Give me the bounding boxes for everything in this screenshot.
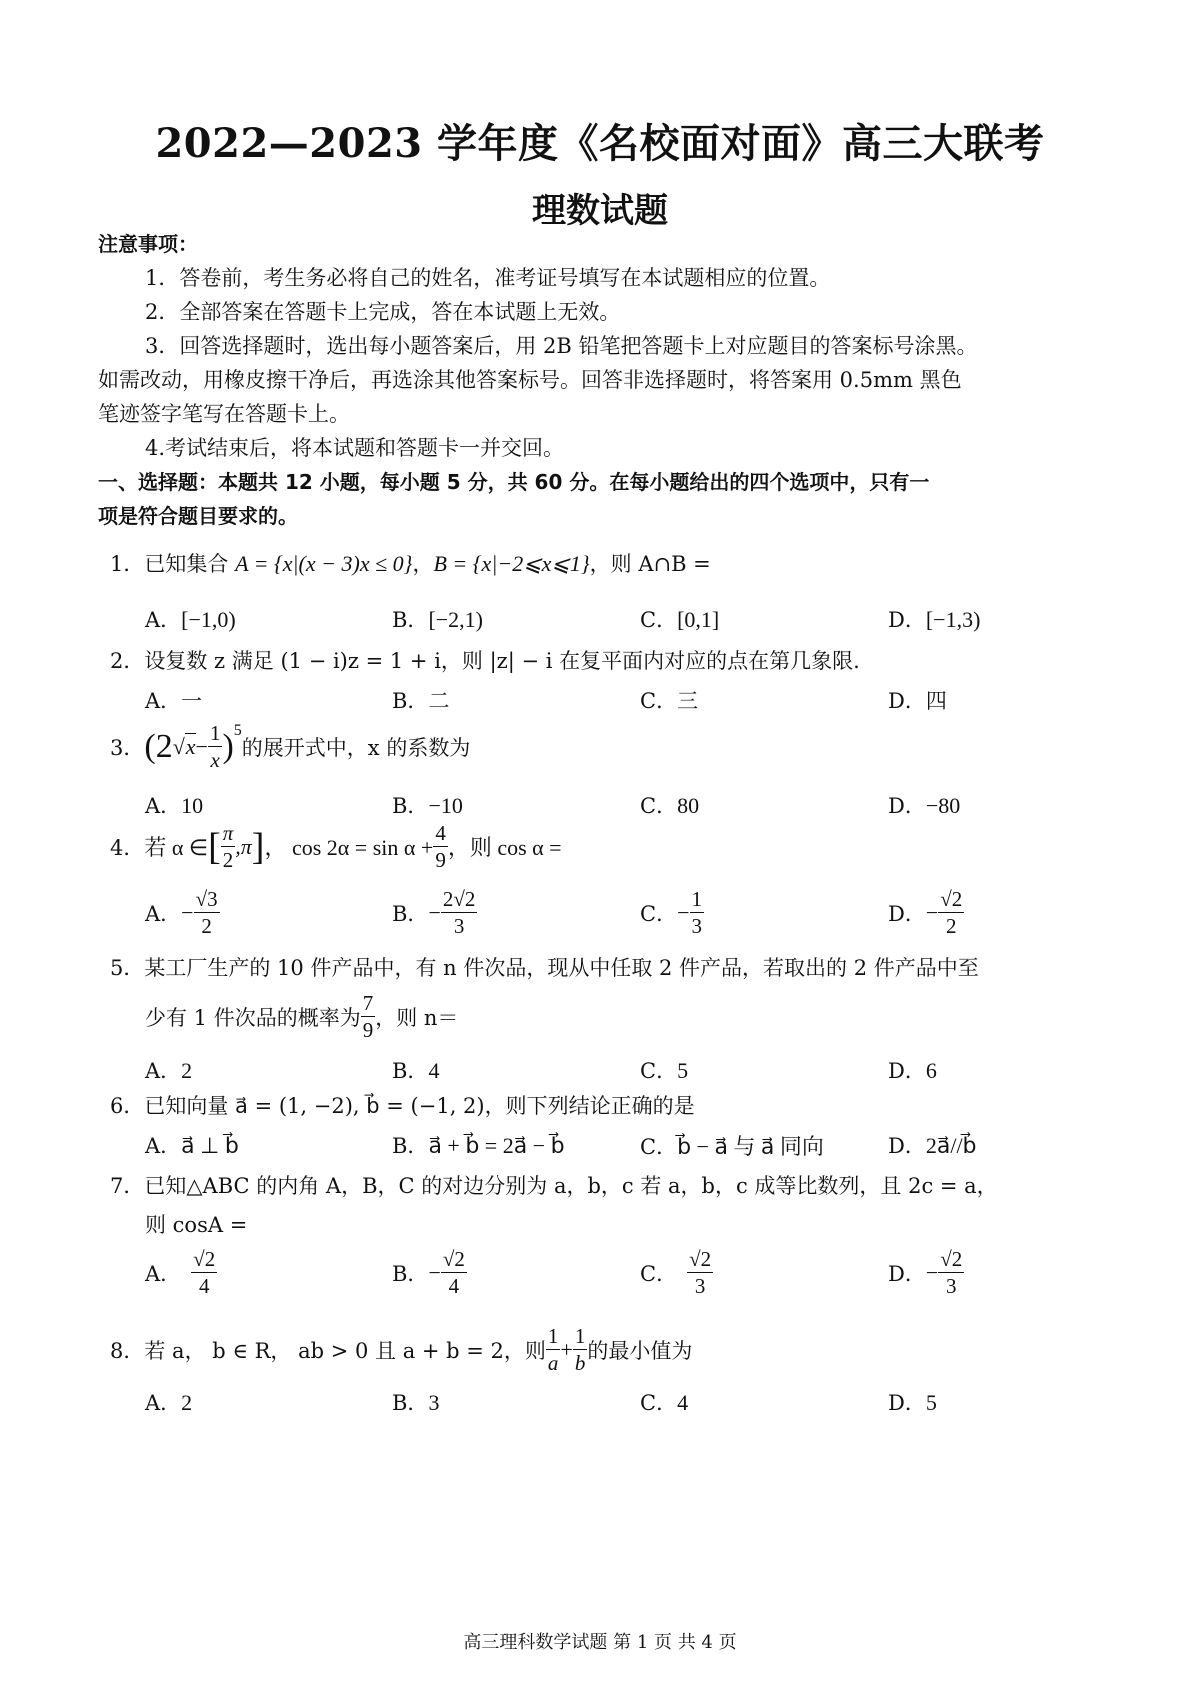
denominator: a [547, 1351, 559, 1376]
question-6-stem [110, 1090, 695, 1120]
question-3-stem: 3． (2 √x − $\frac{1}{x}$ ) $^5$ 的展开式中，x 的系数为 [110, 721, 471, 773]
set-a: A = {x|(x − 3)x ≤ 0} [235, 551, 413, 576]
option-a[interactable] [145, 604, 236, 634]
numerator: 1 [208, 722, 223, 747]
question-8-stem [110, 1325, 692, 1374]
option-letter: B． [392, 1134, 429, 1158]
option-value: −80 [925, 793, 961, 818]
fraction-1-over-b [573, 1325, 588, 1374]
option-value: 4 [677, 1390, 689, 1415]
question-7-stem-line1 [110, 1170, 998, 1200]
numerator: 4 [433, 822, 448, 847]
option-fraction [938, 888, 964, 937]
question-5-stem-line1 [110, 952, 979, 982]
question-number: 7． [110, 1174, 145, 1198]
denominator: 9 [362, 1018, 374, 1043]
stem-text: ，则 n＝ [375, 1005, 459, 1030]
option-letter: C． [640, 1391, 678, 1415]
note-item: 1．答卷前，考生务必将自己的姓名，准考证号填写在本试题相应的位置。 [145, 266, 831, 290]
option-letter: A． [145, 794, 182, 818]
option-b[interactable] [392, 604, 483, 634]
option-letter: B． [392, 1261, 429, 1286]
stem-text: 少有 1 件次品的概率为 [145, 1005, 361, 1030]
option-value: 5 [677, 1058, 689, 1083]
section-heading-line2: 项是符合题目要求的。 [98, 504, 298, 528]
denominator: 2 [201, 914, 212, 939]
option-letter: C． [640, 608, 678, 632]
option-sign: − [677, 899, 690, 925]
option-sign: − [428, 1259, 441, 1285]
option-letter: B． [392, 1391, 429, 1415]
option-fraction [441, 1248, 467, 1297]
sqrt-x: x [185, 733, 196, 759]
option-b[interactable] [392, 1248, 467, 1297]
option-value: 3 [428, 1390, 440, 1415]
question-number: 6． [110, 1094, 145, 1118]
question-number: 8． [110, 1338, 145, 1363]
numerator: 7 [361, 992, 376, 1017]
stem-text: 设复数 z 满足 (1 − i)z = 1 + i，则 |z| − i 在复平面内对应的点在第几象限. [144, 649, 860, 673]
option-value: [0,1] [677, 607, 720, 632]
option-letter: C． [640, 1135, 678, 1159]
stem-text: 的最小值为 [587, 1338, 693, 1363]
option-d[interactable] [888, 1055, 937, 1085]
option-a[interactable] [145, 888, 220, 937]
stem-text: 已知向量 a⃗ = (1, −2), b⃗ = (−1, 2)，则下列结论正确的是 [144, 1094, 695, 1118]
stem-text: ，则 A∩B = [589, 552, 711, 576]
option-d[interactable] [888, 604, 980, 634]
option-letter: D． [888, 608, 926, 632]
option-fraction [191, 1248, 217, 1297]
note-item: 如需改动，用橡皮擦干净后，再选涂其他答案标号。回答非选择题时，将答案用 0.5mm 黑色 [98, 368, 962, 392]
option-letter: D． [888, 1261, 926, 1286]
stem-text: 已知△ABC 的内角 A，B，C 的对边分别为 a，b，c 若 a，b，c 成等比数列，且 2c = a， [144, 1174, 998, 1198]
option-sign: − [925, 899, 939, 925]
option-c[interactable] [640, 1387, 688, 1417]
option-letter: D． [888, 794, 926, 818]
question-number: 2． [110, 649, 145, 673]
option-letter: B． [392, 901, 429, 926]
option-d[interactable] [888, 1130, 977, 1160]
stem-text: ，则 cos α = [447, 835, 562, 861]
denominator: 3 [691, 914, 702, 939]
stem-text: 已知集合 [144, 552, 236, 576]
option-c[interactable] [640, 604, 719, 634]
numerator: 1 [573, 1325, 588, 1350]
expression-open: (2 [144, 727, 173, 765]
option-fraction [441, 888, 478, 937]
question-2-stem [110, 645, 860, 675]
option-d[interactable] [888, 1248, 964, 1297]
option-sign: − [925, 1259, 939, 1285]
numerator: √2 [191, 1248, 217, 1273]
option-a[interactable] [145, 1248, 217, 1297]
option-d[interactable] [888, 888, 964, 937]
numerator: √2 [441, 1248, 467, 1273]
expression-close: ) [222, 727, 234, 765]
exam-title: 2022—2023 学年度《名校面对面》高三大联考 [155, 120, 1045, 167]
stem-text: ， cos 2α = sin α + [264, 835, 434, 861]
option-letter: A． [145, 1059, 182, 1083]
option-letter: A． [145, 1134, 182, 1158]
option-letter: A． [145, 901, 182, 926]
option-value: 四 [925, 689, 947, 713]
numerator: √2 [687, 1248, 713, 1273]
option-c[interactable] [640, 790, 699, 820]
option-c[interactable] [640, 1248, 713, 1297]
question-7-stem-line2: 则 cosA = [145, 1213, 248, 1237]
numerator: 1 [690, 888, 705, 913]
question-1-stem [110, 548, 711, 578]
option-fraction [690, 888, 705, 937]
option-value: 5 [925, 1390, 937, 1415]
numerator: π [221, 822, 236, 847]
numerator: √2 [938, 888, 964, 913]
denominator: 2 [946, 914, 957, 939]
note-item: 3．回答选择题时，选出每小题答案后，用 2B 铅笔把答题卡上对应题目的答案标号涂黑。 [145, 334, 978, 358]
option-fraction [938, 1248, 964, 1297]
option-value: a⃗ ⊥ b⃗ [181, 1133, 239, 1158]
question-number: 1． [110, 552, 145, 576]
option-b[interactable] [392, 685, 449, 715]
option-c[interactable] [640, 1055, 688, 1085]
option-letter: A． [145, 1391, 182, 1415]
option-letter: C． [640, 1059, 678, 1083]
numerator: √2 [938, 1248, 964, 1273]
denominator: 4 [448, 1274, 460, 1299]
option-fraction [687, 1248, 713, 1297]
option-letter: D． [888, 901, 926, 926]
option-letter: C． [640, 1261, 678, 1286]
option-value: 4 [428, 1058, 440, 1083]
option-d[interactable] [888, 790, 960, 820]
question-number: 5． [110, 956, 145, 980]
option-value: [−1,0) [181, 607, 236, 632]
denominator: 4 [198, 1274, 210, 1299]
option-a[interactable] [145, 1055, 192, 1085]
option-d[interactable] [888, 1387, 937, 1417]
interval-end: ,π [235, 833, 252, 859]
fraction-pi-over-2 [221, 822, 236, 871]
option-letter: B． [392, 689, 429, 713]
option-sign: − [428, 899, 441, 925]
option-a[interactable] [145, 1387, 192, 1417]
note-item: 2．全部答案在答题卡上完成，答在本试题上无效。 [145, 300, 621, 324]
stem-text: 的展开式中，x 的系数为 [241, 735, 471, 760]
option-letter: D． [888, 689, 926, 713]
option-letter: D． [888, 1134, 926, 1158]
option-a[interactable] [145, 790, 203, 820]
notes-heading: 注意事项： [98, 232, 198, 256]
option-value: 2 [181, 1390, 193, 1415]
fraction-1-over-x [208, 722, 223, 771]
denominator: 3 [453, 914, 465, 939]
option-letter: C． [640, 689, 678, 713]
numerator: 2√2 [441, 888, 478, 913]
option-value: b⃗ − a⃗ 与 a⃗ 同向 [677, 1134, 824, 1159]
option-value: [−2,1) [428, 607, 483, 632]
option-value: 10 [181, 793, 204, 818]
fraction-7-over-9 [361, 992, 376, 1041]
question-number: 4． [110, 835, 145, 860]
note-item: 4.考试结束后，将本试题和答题卡一并交回。 [145, 436, 565, 460]
stem-text: ， [412, 552, 434, 576]
stem-text: 若 a， b ∈ R， ab > 0 且 a + b = 2，则 [144, 1338, 546, 1363]
question-5-stem-line2 [145, 992, 458, 1041]
option-value: 6 [925, 1058, 937, 1083]
option-value: 三 [677, 689, 699, 713]
option-letter: D． [888, 1059, 926, 1083]
option-value: 80 [677, 793, 700, 818]
option-value: [−1,3) [925, 607, 981, 632]
numerator: √3 [194, 888, 220, 913]
numerator: 1 [546, 1325, 561, 1350]
exam-subtitle: 理数试题 [532, 191, 668, 231]
option-c[interactable] [640, 685, 698, 715]
section-heading-line1: 一、选择题：本题共 12 小题，每小题 5 分，共 60 分。在每小题给出的四个选项中，只有一 [98, 470, 930, 494]
option-b[interactable] [392, 1387, 439, 1417]
option-letter: B． [392, 794, 429, 818]
option-sign: − [181, 899, 194, 925]
denominator: 9 [435, 848, 446, 873]
option-value: 二 [428, 689, 450, 713]
option-value: 一 [181, 689, 203, 713]
note-item: 笔迹签字笔写在答题卡上。 [98, 402, 350, 426]
option-value: 2 [181, 1058, 193, 1083]
option-letter: B． [392, 1059, 429, 1083]
option-letter: C． [640, 901, 678, 926]
question-number: 3． [110, 735, 145, 760]
fraction-1-over-a [546, 1325, 561, 1374]
option-letter: A． [145, 608, 182, 632]
option-a[interactable] [145, 685, 202, 715]
denominator: 3 [946, 1274, 957, 1299]
option-value: a⃗ + b⃗ = 2a⃗ − b⃗ [428, 1133, 565, 1158]
stem-text: 某工厂生产的 10 件产品中，有 n 件次品，现从中任取 2 件产品，若取出的 2 件产品中至 [144, 956, 979, 980]
option-b[interactable] [392, 1055, 439, 1085]
denominator: b [574, 1351, 586, 1376]
option-letter: A． [145, 1261, 182, 1286]
minus-sign: − [195, 733, 208, 759]
page-footer: 高三理科数学试题 第 1 页 共 4 页 [463, 1632, 737, 1653]
option-letter: D． [888, 1391, 926, 1415]
fraction-4-over-9 [433, 822, 448, 871]
option-letter: A． [145, 689, 182, 713]
denominator: 3 [694, 1274, 706, 1299]
exponent: 5 [233, 722, 242, 739]
option-c[interactable] [640, 888, 704, 937]
denominator: 2 [222, 848, 234, 873]
option-value: −10 [428, 793, 463, 818]
option-fraction [194, 888, 220, 937]
stem-text: 若 α ∈ [144, 835, 209, 861]
option-letter: C． [640, 794, 678, 818]
question-4-stem: 4． 若 α ∈ [ $\frac{\pi}{2}$ ,π ] ， cos 2α = sin α + $\frac{4}{9}$ ，则 cos α = [110, 821, 562, 873]
option-b[interactable] [392, 1130, 565, 1160]
option-d[interactable] [888, 685, 947, 715]
denominator: x [210, 748, 220, 773]
option-letter: B． [392, 608, 429, 632]
option-c[interactable] [640, 1130, 824, 1161]
option-b[interactable] [392, 888, 477, 937]
set-b: B = {x|−2⩽x⩽1} [433, 551, 590, 576]
plus-sign: + [560, 1336, 573, 1362]
option-b[interactable] [392, 790, 463, 820]
option-value: 2a⃗//b⃗ [925, 1133, 977, 1158]
option-a[interactable] [145, 1130, 239, 1160]
